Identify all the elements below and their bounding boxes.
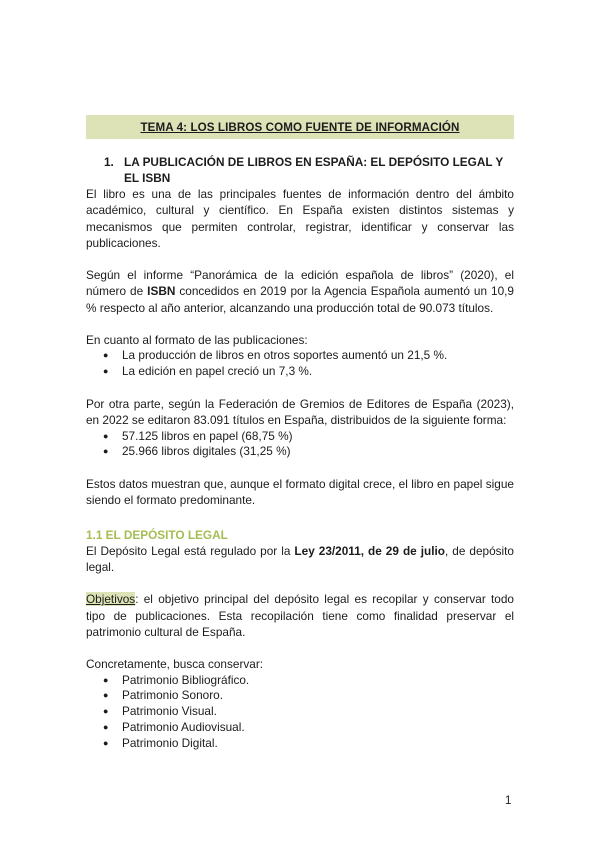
law-paragraph-text-1: El Depósito Legal está regulado por la bbox=[86, 543, 295, 558]
list-item: ● La edición en papel creció un 7,3 %. bbox=[86, 364, 514, 380]
law-paragraph bbox=[86, 543, 514, 576]
isbn-bold: ISBN bbox=[147, 284, 176, 299]
list-item: ● Patrimonio Bibliográfico. bbox=[86, 673, 514, 689]
section-number: 1. bbox=[104, 155, 114, 169]
list-item: ● Patrimonio Visual. bbox=[86, 704, 514, 720]
conserve-paragraph: Concretamente, busca conservar: bbox=[86, 657, 264, 672]
list-item: ● Patrimonio Digital. bbox=[86, 736, 514, 752]
format-paragraph: En cuanto al formato de las publicaciones: bbox=[86, 333, 308, 348]
section-heading-text: LA PUBLICACIÓN DE LIBROS EN ESPAÑA: EL DEPÓSITO LEGAL Y EL ISBN bbox=[124, 155, 504, 185]
list-item: ● La producción de libros en otros soportes aumentó un 21,5 %. bbox=[86, 348, 514, 364]
section-heading bbox=[86, 155, 514, 186]
isbn-paragraph bbox=[86, 267, 514, 316]
document-page bbox=[86, 115, 514, 752]
list-item: ● Patrimonio Sonoro. bbox=[86, 688, 514, 704]
isbn-paragraph-text-2: concedidos en 2019 por la Agencia Española aumentó un 10,9 % respecto al año anterior, alcanzando una producción total de 90.073 títulos. bbox=[86, 284, 514, 315]
intro-paragraph: El libro es una de las principales fuentes de información dentro del ámbito académico, cultural y científico. En España existen distintos sistemas y mecanismos que permiten controlar, registrar, identificar y conservar las publicaciones. bbox=[86, 187, 514, 250]
list-item: ● Patrimonio Audiovisual. bbox=[86, 720, 514, 736]
list-item: ● 25.966 libros digitales (31,25 %) bbox=[86, 444, 514, 460]
objectives-paragraph bbox=[86, 591, 514, 640]
objectives-text: : el objetivo principal del depósito legal es recopilar y conservar todo tipo de publicaciones. Esta recopilación tiene como finalidad preservar el patrimonio cultural de España. bbox=[86, 592, 514, 639]
law-paragraph-text-2: , de depósito legal. bbox=[86, 543, 514, 575]
isbn-paragraph-text-1: Según el informe “Panorámica de la edición española de libros” (2020), el número de bbox=[86, 268, 514, 299]
format-list bbox=[86, 348, 514, 380]
topic-title: TEMA 4: LOS LIBROS COMO FUENTE DE INFORMACIÓN bbox=[86, 115, 514, 139]
conclusion-paragraph: Estos datos muestran que, aunque el formato digital crece, el libro en papel sigue siendo el formato predominante. bbox=[86, 477, 514, 508]
titles-list bbox=[86, 429, 514, 461]
subsection-heading: 1.1 EL DEPÓSITO LEGAL bbox=[86, 527, 228, 542]
page-number: 1 bbox=[505, 795, 512, 807]
list-item: ● 57.125 libros en papel (68,75 %) bbox=[86, 429, 514, 445]
federation-paragraph: Por otra parte, según la Federación de Gremios de Editores de España (2023), en 2022 se editaron 83.091 títulos en España, distribuidos de la siguiente forma: bbox=[86, 396, 514, 428]
heritage-list bbox=[86, 673, 514, 752]
objectives-highlight: Objetivos bbox=[86, 592, 136, 607]
law-bold: Ley 23/2011, de 29 de julio bbox=[294, 543, 445, 558]
